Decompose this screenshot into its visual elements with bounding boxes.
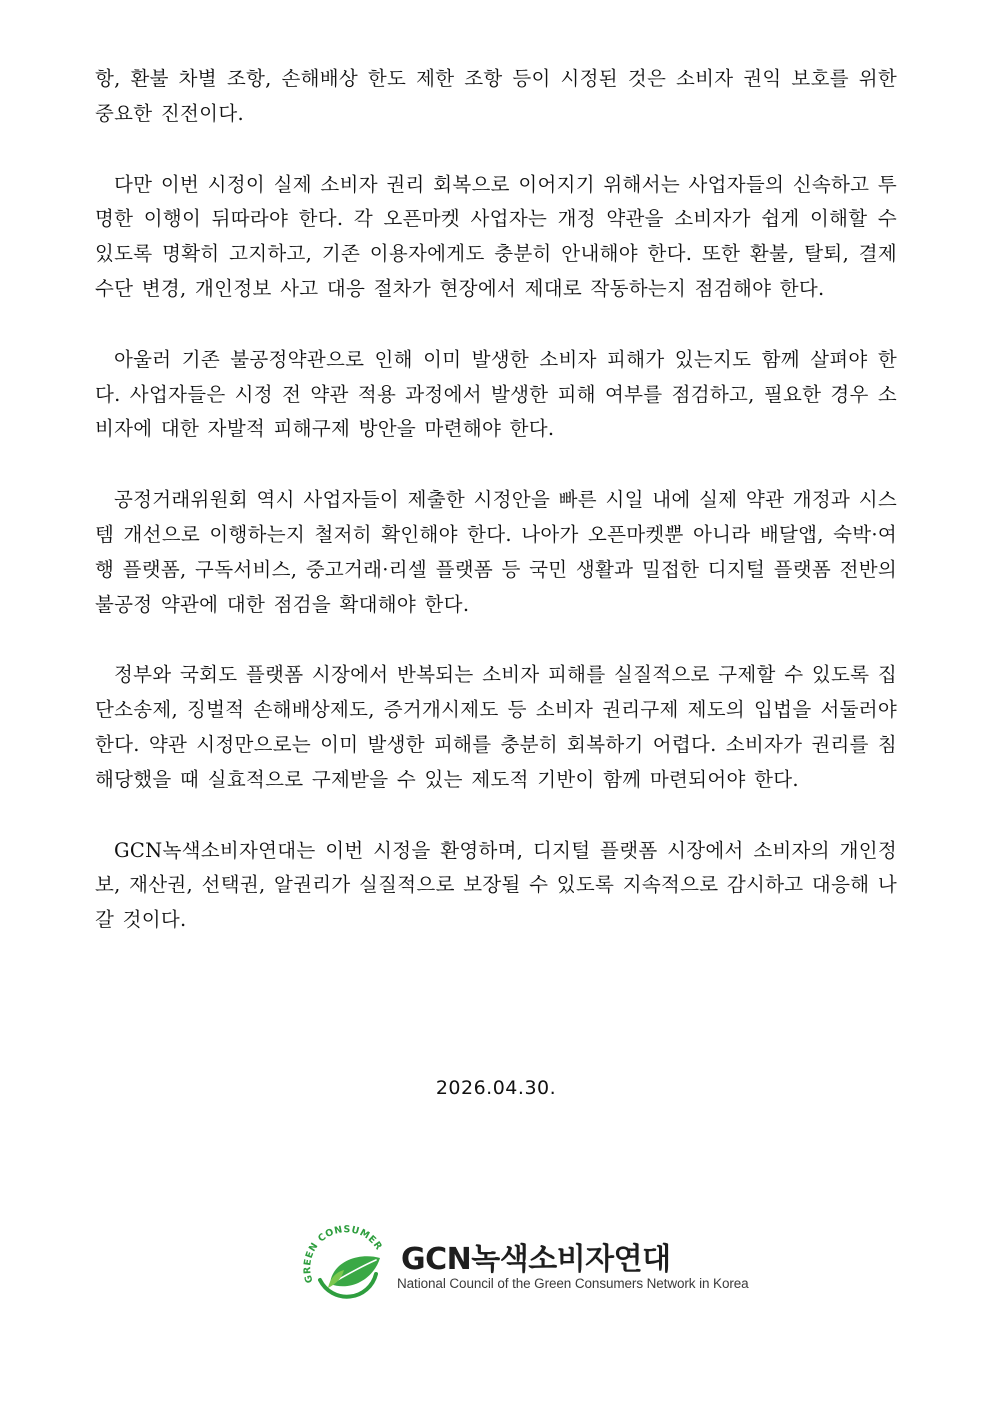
paragraph-2: 다만 이번 시정이 실제 소비자 권리 회복으로 이어지기 위해서는 사업자들의 신속하고 투명한 이행이 뒤따라야 한다. 각 오픈마켓 사업자는 개정 약관을 소비자가 쉽게 이해할 수 있도록 명확히 고지하고, 기존 이용자에게도 충분히 안내해야 한다. 또한 환불, 탈퇴, 결제수단 변경, 개인정보 사고 대응 절차가 현장에서 제대로 작동하는지 점검해야 한다. [95, 172, 897, 300]
organization-logo [300, 1222, 749, 1312]
svg-text:GREEN CONSUMER: GREEN CONSUMER [302, 1224, 385, 1285]
green-consumer-emblem-icon [300, 1222, 390, 1312]
paragraph-6: GCN녹색소비자연대는 이번 시정을 환영하며, 디지털 플랫폼 시장에서 소비자의 개인정보, 재산권, 선택권, 알권리가 실질적으로 보장될 수 있도록 지속적으로 감시하고 대응해 나갈 것이다. [95, 838, 897, 932]
paragraph-5: 정부와 국회도 플랫폼 시장에서 반복되는 소비자 피해를 실질적으로 구제할 수 있도록 집단소송제, 징벌적 손해배상제도, 증거개시제도 등 소비자 권리구제 제도의 입법을 서둘러야 한다. 약관 시정만으로는 이미 발생한 피해를 충분히 회복하기 어렵다. 소비자가 권리를 침해당했을 때 실효적으로 구제받을 수 있는 제도적 기반이 함께 마련되어야 한다. [95, 663, 897, 791]
paragraph-1: 항, 환불 차별 조항, 손해배상 한도 제한 조항 등이 시정된 것은 소비자 권익 보호를 위한 중요한 진전이다. [95, 67, 897, 125]
document-date: 2026.04.30. [435, 1077, 557, 1099]
paragraph-4: 공정거래위원회 역시 사업자들이 제출한 시정안을 빠른 시일 내에 실제 약관 개정과 시스템 개선으로 이행하는지 철저히 확인해야 한다. 나아가 오픈마켓뿐 아니라 배달앱, 숙박·여행 플랫폼, 구독서비스, 중고거래·리셀 플랫폼 등 국민 생활과 밀접한 디지털 플랫폼 전반의 불공정 약관에 대한 점검을 확대해야 한다. [95, 488, 897, 616]
document-body [95, 62, 897, 974]
paragraph-3: 아울러 기존 불공정약관으로 인해 이미 발생한 소비자 피해가 있는지도 함께 살펴야 한다. 사업자들은 시정 전 약관 적용 과정에서 발생한 피해 여부를 점검하고, 필요한 경우 소비자에 대한 자발적 피해구제 방안을 마련해야 한다. [95, 347, 897, 441]
organization-name: GCN녹색소비자연대 [401, 1242, 671, 1277]
organization-english-name: National Council of the Green Consumers Network in Korea [397, 1276, 749, 1291]
